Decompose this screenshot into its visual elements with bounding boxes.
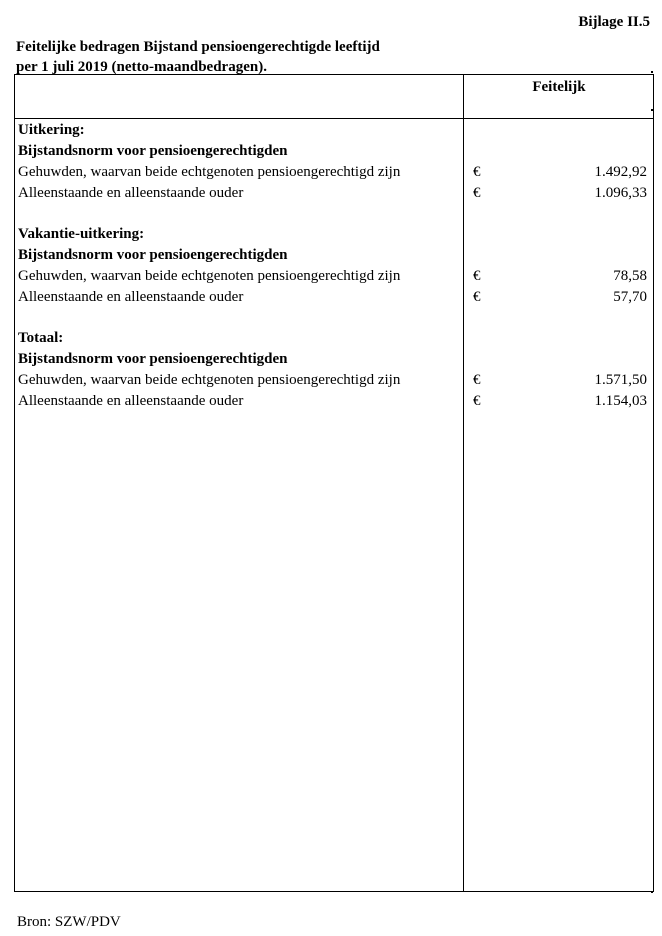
row-amount: 1.096,33 bbox=[594, 185, 647, 201]
row-label: Alleenstaande en alleenstaande ouder bbox=[18, 289, 244, 305]
table-row bbox=[15, 183, 653, 204]
row-label: Gehuwden, waarvan beide echtgenoten pensioengerechtigd zijn bbox=[18, 268, 401, 284]
section-spacer bbox=[15, 308, 653, 328]
section-subheading bbox=[15, 245, 653, 266]
column-header-feitelijk: Feitelijk bbox=[532, 79, 586, 95]
row-amount: 57,70 bbox=[613, 289, 647, 305]
section-subheading bbox=[15, 141, 653, 162]
row-amount: 1.571,50 bbox=[594, 372, 647, 388]
row-label: Alleenstaande en alleenstaande ouder bbox=[18, 185, 244, 201]
section-subheading-label: Bijstandsnorm voor pensioengerechtigden bbox=[18, 247, 288, 263]
source-note: Bron: SZW/PDV bbox=[17, 914, 121, 930]
edge-mark bbox=[651, 891, 653, 893]
table-body bbox=[15, 120, 653, 412]
table-row bbox=[15, 162, 653, 183]
edge-mark bbox=[651, 71, 653, 73]
section-subheading-label: Bijstandsnorm voor pensioengerechtigden bbox=[18, 351, 288, 367]
section-heading bbox=[15, 224, 653, 245]
row-label: Alleenstaande en alleenstaande ouder bbox=[18, 393, 244, 409]
header-rule bbox=[15, 118, 653, 119]
row-amount: 1.154,03 bbox=[594, 393, 647, 409]
row-amount: 1.492,92 bbox=[594, 164, 647, 180]
currency-symbol: € bbox=[473, 268, 481, 284]
currency-symbol: € bbox=[473, 164, 481, 180]
section-subheading bbox=[15, 349, 653, 370]
title-line-1: Feitelijke bedragen Bijstand pensioengerechtigde leeftijd bbox=[16, 39, 380, 55]
table-row bbox=[15, 391, 653, 412]
row-label: Gehuwden, waarvan beide echtgenoten pensioengerechtigd zijn bbox=[18, 372, 401, 388]
section-spacer bbox=[15, 204, 653, 224]
table-row bbox=[15, 266, 653, 287]
table-row bbox=[15, 287, 653, 308]
amounts-table bbox=[14, 74, 654, 892]
section-heading-label: Vakantie-uitkering: bbox=[18, 226, 145, 242]
section-heading-label: Totaal: bbox=[18, 330, 64, 346]
row-amount: 78,58 bbox=[613, 268, 647, 284]
document-title bbox=[16, 37, 380, 77]
section-heading bbox=[15, 120, 653, 141]
currency-symbol: € bbox=[473, 185, 481, 201]
appendix-label: Bijlage II.5 bbox=[578, 14, 650, 30]
currency-symbol: € bbox=[473, 393, 481, 409]
row-label: Gehuwden, waarvan beide echtgenoten pensioengerechtigd zijn bbox=[18, 164, 401, 180]
section-subheading-label: Bijstandsnorm voor pensioengerechtigden bbox=[18, 143, 288, 159]
section-heading-label: Uitkering: bbox=[18, 122, 85, 138]
edge-mark bbox=[651, 109, 653, 111]
currency-symbol: € bbox=[473, 289, 481, 305]
currency-symbol: € bbox=[473, 372, 481, 388]
section-heading bbox=[15, 328, 653, 349]
table-row bbox=[15, 370, 653, 391]
title-line-2: per 1 juli 2019 (netto-maandbedragen). bbox=[16, 59, 267, 75]
